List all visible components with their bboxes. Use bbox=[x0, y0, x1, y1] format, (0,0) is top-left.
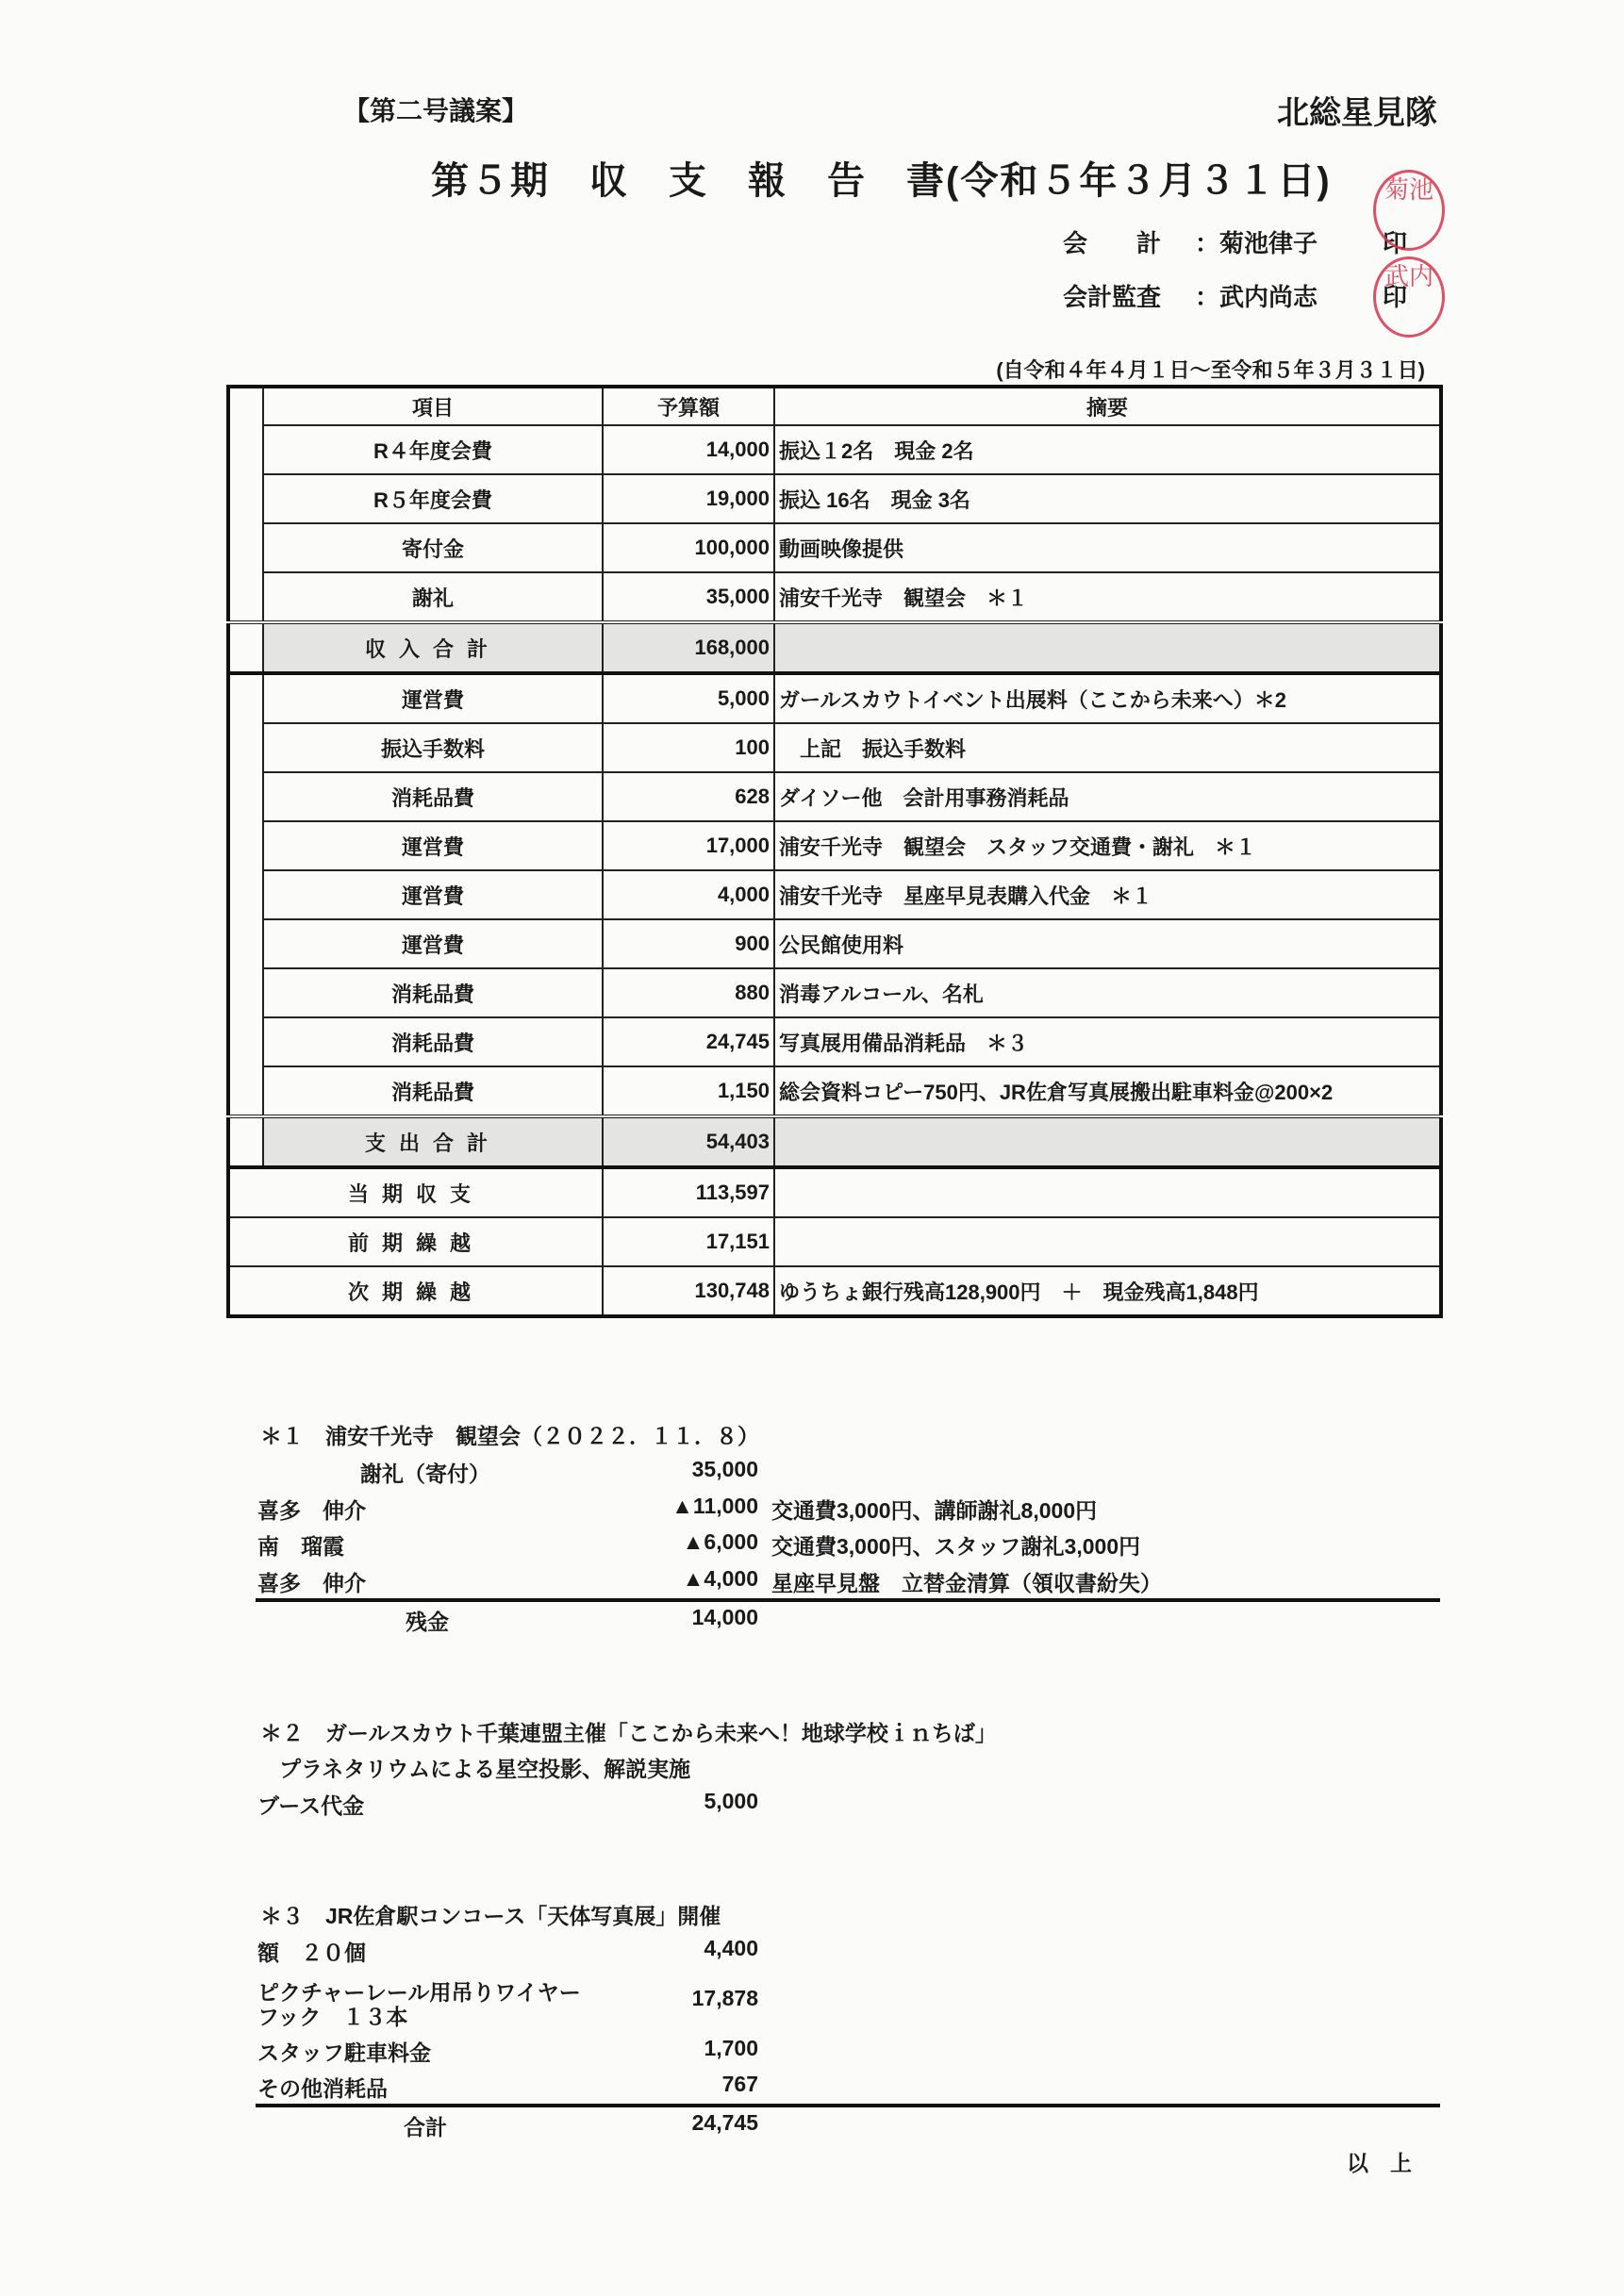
note3-total-amount: 24,745 bbox=[691, 2110, 758, 2135]
row-amount: 100,000 bbox=[603, 523, 774, 572]
col-header-item: 項目 bbox=[263, 387, 603, 425]
income-expense-table bbox=[226, 385, 1443, 1318]
row-item: 運営費 bbox=[263, 821, 603, 870]
note1-row-amount: ▲6,000 bbox=[682, 1529, 758, 1554]
note1-row-label: 喜多 伸介 bbox=[257, 1498, 366, 1523]
treasurer-role: 会 計 bbox=[1063, 229, 1162, 257]
row-item: 消耗品費 bbox=[263, 772, 603, 821]
note2-row-label: ブース代金 bbox=[257, 1793, 365, 1818]
note1-row-amount: ▲11,000 bbox=[671, 1494, 758, 1518]
document-title: 第５期 収 支 報 告 書(令和５年３月３１日) bbox=[431, 160, 1332, 202]
table-row bbox=[228, 673, 1441, 723]
organization-name: 北総星見隊 bbox=[1277, 95, 1437, 131]
note1-row-label: 喜多 伸介 bbox=[257, 1571, 366, 1595]
col-header-description: 摘要 bbox=[774, 387, 1441, 425]
table-row bbox=[228, 870, 1441, 919]
treasurer-name: ：菊池律子 bbox=[1195, 229, 1318, 257]
note3-row-amount: 1,700 bbox=[704, 2036, 758, 2060]
row-item: 運営費 bbox=[263, 870, 603, 919]
note3-row-amount: 767 bbox=[721, 2072, 758, 2096]
row-item: R５年度会費 bbox=[263, 474, 603, 523]
table-row bbox=[228, 425, 1441, 474]
row-description bbox=[774, 1167, 1441, 1217]
col-header-amount: 予算額 bbox=[603, 387, 774, 425]
row-description: ゆうちょ銀行残高128,900円 ＋ 現金残高1,848円 bbox=[774, 1266, 1441, 1316]
row-description: 振込 16名 現金 3名 bbox=[774, 474, 1441, 523]
closing-mark: 以 上 bbox=[1347, 2151, 1412, 2175]
row-description: 浦安千光寺 観望会 スタッフ交通費・謝礼 ＊１ bbox=[774, 821, 1441, 870]
row-amount: 113,597 bbox=[603, 1167, 774, 1217]
treasurer-seal-stamp: 菊池 bbox=[1373, 170, 1445, 251]
treasurer-signature bbox=[1063, 224, 1317, 259]
note3-row-label: ピクチャーレール用吊りワイヤー bbox=[257, 1980, 581, 2005]
row-item: 消耗品費 bbox=[263, 1017, 603, 1066]
row-item: 消耗品費 bbox=[263, 1066, 603, 1116]
row-description: 総会資料コピー750円、JR佐倉写真展搬出駐車料金@200×2 bbox=[774, 1066, 1441, 1116]
row-amount: 900 bbox=[603, 919, 774, 968]
table-row bbox=[228, 1167, 1441, 1217]
income-total-amount: 168,000 bbox=[603, 622, 774, 673]
note3-row-label-line2: フック １３本 bbox=[257, 2005, 408, 2029]
row-item: 謝礼 bbox=[263, 572, 603, 622]
row-item: R４年度会費 bbox=[263, 425, 603, 474]
seal-mark-auditor: 印 bbox=[1383, 283, 1408, 311]
note3-row-label: スタッフ駐車料金 bbox=[257, 2040, 431, 2065]
row-description: 浦安千光寺 星座早見表購入代金 ＊１ bbox=[774, 870, 1441, 919]
row-description: 浦安千光寺 観望会 ＊１ bbox=[774, 572, 1441, 622]
note3-row-amount: 4,400 bbox=[704, 1936, 758, 1960]
note1-total-label: 残金 bbox=[406, 1610, 449, 1634]
table-row bbox=[228, 523, 1441, 572]
table-row bbox=[228, 1017, 1441, 1066]
auditor-name: ：武内尚志 bbox=[1195, 283, 1318, 311]
row-amount: 35,000 bbox=[603, 572, 774, 622]
note1-row-amount: 35,000 bbox=[691, 1457, 758, 1481]
note3-row-amount: 17,878 bbox=[691, 1986, 758, 2010]
note1-row-description: 星座早見盤 立替金清算（領収書紛失） bbox=[771, 1571, 1162, 1595]
note1-row-label: 謝礼（寄付） bbox=[360, 1462, 490, 1486]
row-description: 動画映像提供 bbox=[774, 523, 1441, 572]
agenda-label: 【第二号議案】 bbox=[343, 96, 529, 125]
row-description: 消毒アルコール、名札 bbox=[774, 968, 1441, 1017]
row-item: 消耗品費 bbox=[263, 968, 603, 1017]
note3-row-label: 額 ２０個 bbox=[257, 1941, 366, 1965]
row-amount: 4,000 bbox=[603, 870, 774, 919]
row-item: 寄付金 bbox=[263, 523, 603, 572]
row-amount: 130,748 bbox=[603, 1266, 774, 1316]
accounting-period: (自令和４年４月１日～至令和５年３月３１日) bbox=[996, 358, 1425, 382]
income-total-label: 収入合計 bbox=[263, 622, 603, 673]
row-description: 写真展用備品消耗品 ＊３ bbox=[774, 1017, 1441, 1066]
row-item: 次期繰越 bbox=[228, 1266, 603, 1316]
row-item: 当期収支 bbox=[228, 1167, 603, 1217]
expense-total-amount: 54,403 bbox=[603, 1116, 774, 1167]
row-description: ガールスカウトイベント出展料（ここから未来へ）＊2 bbox=[774, 673, 1441, 723]
expense-total-label: 支出合計 bbox=[263, 1116, 603, 1167]
table-row bbox=[228, 474, 1441, 523]
table-row bbox=[228, 772, 1441, 821]
note1-title: ＊１ 浦安千光寺 観望会（２０２２．１１．８） bbox=[260, 1424, 759, 1448]
row-amount: 19,000 bbox=[603, 474, 774, 523]
note3-divider bbox=[256, 2104, 1440, 2107]
note2-subtitle: プラネタリウムによる星空投影、解説実施 bbox=[279, 1757, 691, 1781]
note1-divider bbox=[256, 1598, 1440, 1602]
row-amount: 17,151 bbox=[603, 1217, 774, 1266]
note1-row-description: 交通費3,000円、スタッフ謝礼3,000円 bbox=[771, 1534, 1141, 1559]
note1-total-amount: 14,000 bbox=[691, 1605, 758, 1629]
note3-row-label: その他消耗品 bbox=[257, 2076, 388, 2101]
row-amount: 1,150 bbox=[603, 1066, 774, 1116]
row-amount: 880 bbox=[603, 968, 774, 1017]
expense-total-row bbox=[228, 1116, 1441, 1167]
table-row bbox=[228, 572, 1441, 622]
row-description bbox=[774, 1217, 1441, 1266]
table-row bbox=[228, 1266, 1441, 1316]
table-row bbox=[228, 919, 1441, 968]
row-item: 前期繰越 bbox=[228, 1217, 603, 1266]
table-row bbox=[228, 968, 1441, 1017]
row-description: 上記 振込手数料 bbox=[774, 723, 1441, 772]
row-amount: 17,000 bbox=[603, 821, 774, 870]
income-total-row bbox=[228, 622, 1441, 673]
table-row bbox=[228, 1066, 1441, 1116]
auditor-signature bbox=[1063, 278, 1317, 313]
table-header-row bbox=[228, 387, 1441, 425]
row-description: ダイソー他 会計用事務消耗品 bbox=[774, 772, 1441, 821]
row-amount: 5,000 bbox=[603, 673, 774, 723]
note2-row-amount: 5,000 bbox=[704, 1789, 758, 1813]
table-row bbox=[228, 1217, 1441, 1266]
note2-title: ＊２ ガールスカウト千葉連盟主催「ここから未来へ！地球学校ｉｎちば」 bbox=[260, 1721, 997, 1745]
auditor-seal-stamp: 武内 bbox=[1373, 256, 1445, 338]
row-item: 振込手数料 bbox=[263, 723, 603, 772]
row-amount: 628 bbox=[603, 772, 774, 821]
row-description: 振込１2名 現金 2名 bbox=[774, 425, 1441, 474]
table-row bbox=[228, 821, 1441, 870]
note1-row-description: 交通費3,000円、講師謝礼8,000円 bbox=[771, 1498, 1098, 1523]
row-amount: 24,745 bbox=[603, 1017, 774, 1066]
seal-mark-treasurer: 印 bbox=[1383, 229, 1408, 257]
row-item: 運営費 bbox=[263, 919, 603, 968]
row-item: 運営費 bbox=[263, 673, 603, 723]
note3-total-label: 合計 bbox=[404, 2115, 447, 2139]
table-row bbox=[228, 723, 1441, 772]
note1-row-amount: ▲4,000 bbox=[682, 1566, 758, 1591]
row-description: 公民館使用料 bbox=[774, 919, 1441, 968]
auditor-role: 会計監査 bbox=[1063, 283, 1162, 311]
note1-row-label: 南 瑠霞 bbox=[257, 1534, 344, 1559]
note3-title: ＊３ JR佐倉駅コンコース「天体写真展」開催 bbox=[260, 1904, 721, 1928]
row-amount: 100 bbox=[603, 723, 774, 772]
row-amount: 14,000 bbox=[603, 425, 774, 474]
